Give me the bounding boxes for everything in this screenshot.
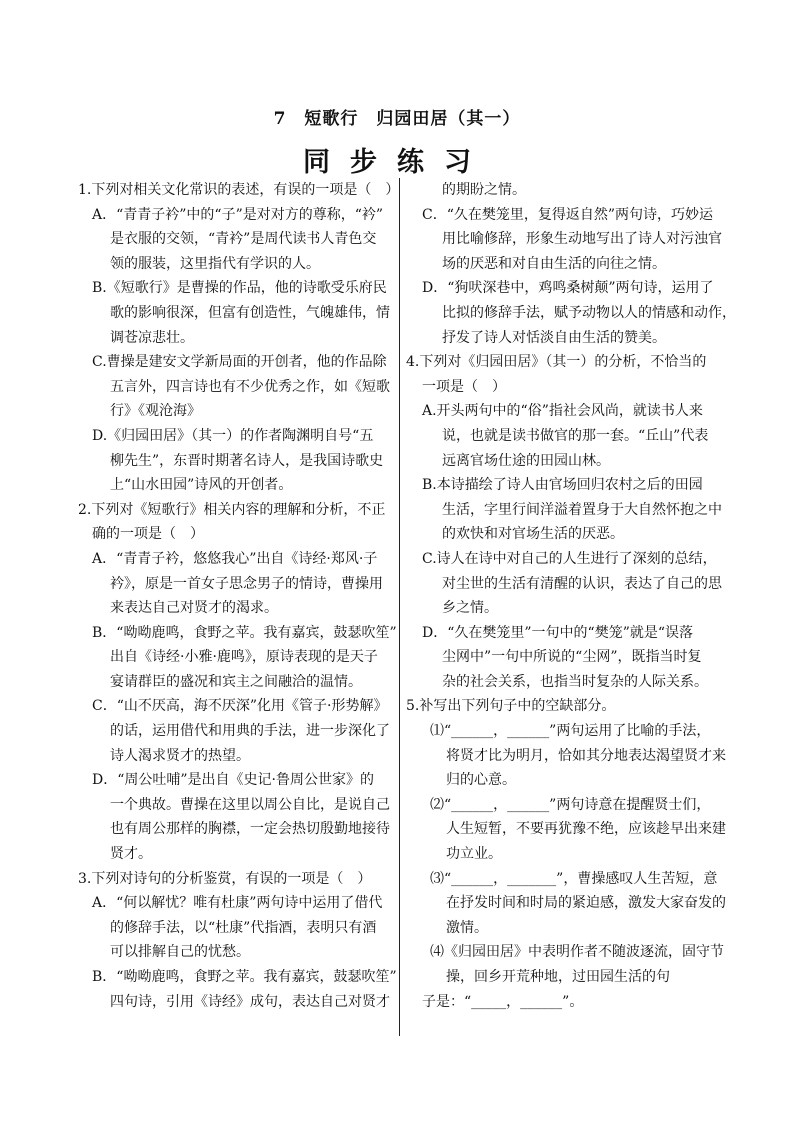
text-line: 用比喻修辞，形象生动地写出了诗人对污浊官: [442, 231, 722, 248]
column-divider: [399, 178, 400, 1036]
text-line: 尘网中”一句中所说的“尘网”，既指当时复: [442, 649, 702, 666]
text-line: 乡之情。: [442, 600, 498, 617]
text-line: 领的服装，这里指代有学识的人。: [110, 255, 320, 272]
text-line: 的话，运用借代和用典的手法，进一步深化了: [110, 723, 390, 740]
text-line: 抒发了诗人对恬淡自由生活的赞美。: [442, 329, 666, 346]
right-column: [406, 178, 736, 1014]
text-line: 生活，字里行间洋溢着置身于大自然怀抱之中: [442, 501, 722, 518]
text-line: 行》《观沧海》: [110, 403, 201, 420]
text-line: 上“山水田园”诗风的开创者。: [110, 477, 293, 494]
text-line: B．“呦呦鹿鸣，食野之苹。我有嘉宾，鼓瑟吹笙”: [92, 624, 397, 641]
text-line: C.曹操是建安文学新局面的开创者，他的作品除: [92, 354, 387, 371]
text-line: 一项是（ ）: [422, 378, 506, 395]
question-line: 1.下列对相关文化常识的表述，有误的一项是（ ）: [78, 182, 400, 198]
text-line: 一个典故。曹操在这里以周公自比，是说自己: [110, 796, 390, 813]
text-line: 将贤才比为明月，恰如其分地表达渴望贤才来: [446, 747, 726, 764]
text-line: B．“呦呦鹿鸣，食野之苹。我有嘉宾，鼓瑟吹笙”: [92, 969, 397, 985]
question-line: 5.补写出下列句子中的空缺部分。: [406, 698, 616, 715]
text-line: 激情。: [446, 919, 488, 936]
text-line: 歌的影响很深，但富有创造性，气魄雄伟，情: [110, 304, 390, 321]
text-line: C．“山不厌高，海不厌深”化用《管子·形势解》: [92, 698, 388, 715]
text-line: 调苍凉悲壮。: [110, 329, 194, 346]
text-line: 操，回乡开荒种地，过田园生活的句: [446, 969, 670, 985]
text-line: 是衣服的交领，“青衿”是周代读书人青色交: [110, 231, 377, 248]
text-line: 出自《诗经·小雅·鹿鸣》，原诗表现的是天子: [110, 649, 378, 666]
text-line: ⑴“______，______”两句运用了比喻的手法，: [430, 723, 711, 740]
question-line: 4.下列对《归园田居》（其一）的分析，不恰当的: [406, 354, 707, 371]
text-line: D．“狗吠深巷中，鸡鸣桑树颠”两句诗，运用了: [422, 280, 714, 297]
question-line: 2.下列对《短歌行》相关内容的理解和分析，不正: [78, 501, 386, 518]
text-line: 杂的社会关系，也指当时复杂的人际关系。: [442, 673, 708, 690]
text-line: D.《归园田居》（其一）的作者陶渊明自号“五: [92, 427, 374, 444]
text-line: C．“久在樊笼里，复得返自然”两句诗，巧妙运: [422, 206, 714, 223]
text-line: 的欢快和对官场生活的厌恶。: [442, 526, 624, 543]
text-line: 的期盼之情。: [442, 182, 526, 198]
text-line: A．“何以解忧？唯有杜康”两句诗中运用了借代: [92, 895, 383, 912]
text-line: 也有周公那样的胸襟，一定会热切殷勤地接待: [110, 821, 390, 838]
text-line: 比拟的修辞手法，赋予动物以人的情感和动作，: [442, 304, 736, 321]
text-line: D．“周公吐哺”是出自《史记·鲁周公世家》的: [92, 772, 374, 789]
text-line: ⑵“______，______”两句诗意在提醒贤士们，: [430, 796, 711, 813]
text-line: 贤才。: [110, 846, 152, 863]
text-line: 归的心意。: [446, 772, 516, 789]
text-line: 衿》，原是一首女子思念男子的情诗，曹操用: [110, 575, 383, 592]
text-line: 柳先生”，东晋时期著名诗人，是我国诗歌史: [110, 452, 384, 469]
text-line: B.本诗描绘了诗人由官场回归农村之后的田园: [422, 477, 703, 494]
text-line: 五言外，四言诗也有不少优秀之作，如《短歌: [110, 378, 390, 395]
text-line: 宴请群臣的盛况和宾主之间融洽的温情。: [110, 673, 362, 690]
page-title: 7 短歌行 归园田居（其一）: [273, 109, 521, 129]
text-line: 的修辞手法，以“杜康”代指酒，表明只有酒: [110, 919, 377, 936]
text-line: B.《短歌行》是曹操的作品，他的诗歌受乐府民: [92, 280, 387, 297]
text-line: A．“青青子衿，悠悠我心”出自《诗经·郑风·子: [92, 550, 378, 567]
text-line: 远离官场仕途的田园山林。: [442, 452, 610, 469]
text-line: ⑶“______，_______”，曹操感叹人生苦短，意: [430, 870, 718, 887]
text-line: 场的厌恶和对自由生活的向往之情。: [442, 255, 666, 272]
text-line: 来表达自己对贤才的渴求。: [110, 600, 278, 617]
text-line: 可以排解自己的忧愁。: [110, 944, 250, 961]
text-line: 功立业。: [446, 846, 502, 863]
text-line: 诗人渴求贤才的热望。: [110, 747, 250, 764]
text-line: A.开头两句中的“俗”指社会风尚，就读书人来: [422, 403, 703, 420]
text-line: 子是：“_____，______”。: [422, 993, 584, 1010]
text-line: A．“青青子衿”中的“子”是对对方的尊称，“衿”: [92, 206, 384, 223]
text-line: 人生短暂，不要再犹豫不绝，应该趁早出来建: [446, 821, 726, 838]
text-line: D．“久在樊笼里”一句中的“樊笼”就是“误落: [422, 624, 694, 641]
text-line: C.诗人在诗中对自己的人生进行了深刻的总结，: [422, 550, 717, 567]
text-line: 确的一项是（ ）: [92, 526, 204, 543]
page-subtitle: 同步练习: [303, 147, 491, 178]
text-line: 在抒发时间和时局的紧迫感，激发大家奋发的: [446, 895, 726, 912]
text-line: 四句诗，引用《诗经》成句，表达自己对贤才: [110, 993, 390, 1010]
text-line: 对尘世的生活有清醒的认识，表达了自己的思: [442, 575, 722, 592]
text-line: ⑷《归园田居》中表明作者不随波逐流，固守节: [430, 944, 724, 961]
question-line: 3.下列对诗句的分析鉴赏，有误的一项是（ ）: [78, 870, 372, 887]
text-line: 说，也就是读书做官的那一套。“丘山”代表: [442, 427, 709, 444]
left-column: [78, 178, 400, 1014]
